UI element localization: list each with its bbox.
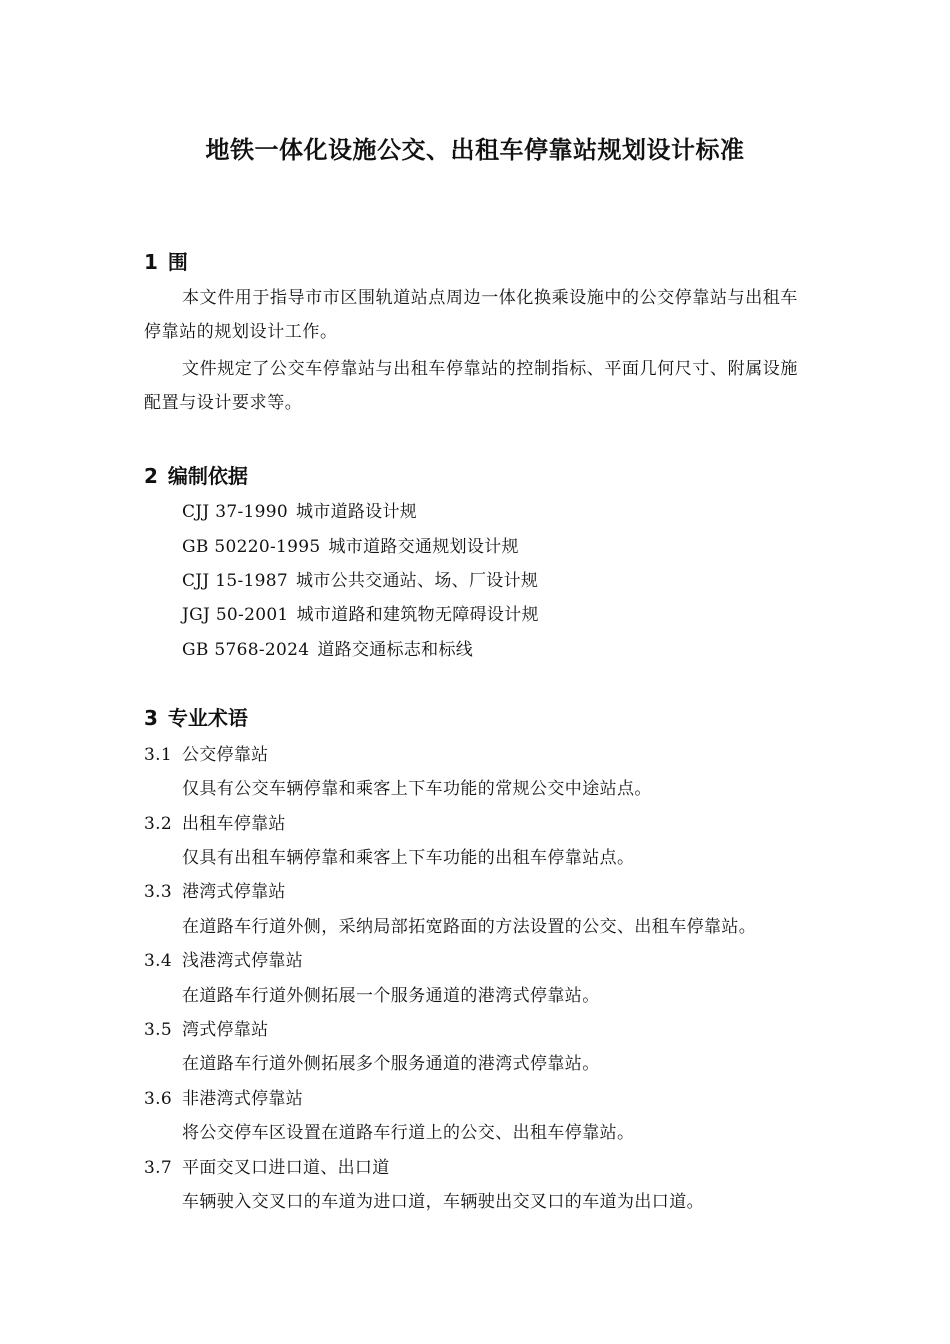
reference-name: 道路交通标志和标线 [317,640,474,660]
reference-name: 城市道路设计规 [295,502,418,522]
document-title: 地铁一体化设施公交、出租车停靠站规划设计标准 [205,136,745,164]
term-definition: 在道路车行道外侧，采纳局部拓宽路面的方法设置的公交、出租车停靠站。 [182,917,757,937]
reference-code: CJJ 37-1990 [182,502,288,522]
reference-item [182,603,539,627]
term-definition: 在道路车行道外侧拓展一个服务通道的港湾式停靠站。 [182,986,600,1006]
reference-code: GB 50220-1995 [182,537,321,557]
section-title: 专业术语 [167,706,248,730]
term-number: 3.7 [144,1158,172,1178]
term-name: 公交停靠站 [181,745,269,765]
reference-item [182,569,538,593]
term-title [144,1156,390,1180]
term-title [144,949,303,973]
term-title [144,880,286,904]
term-number: 3.1 [144,745,172,765]
reference-code: JGJ 50-2001 [182,605,289,625]
term-number: 3.3 [144,882,172,902]
term-definition: 仅具有出租车辆停靠和乘客上下车功能的出租车停靠站点。 [182,848,635,868]
reference-item [182,535,519,559]
reference-name: 城市公共交通站、场、厂设计规 [295,571,539,591]
term-number: 3.4 [144,951,172,971]
term-title [144,1087,303,1111]
section-title: 围 [167,250,188,274]
reference-code: GB 5768-2024 [182,640,310,660]
term-number: 3.5 [144,1020,172,1040]
section-number: 3 [144,706,158,730]
term-name: 平面交叉口进口道、出口道 [181,1158,390,1178]
reference-name: 城市道路交通规划设计规 [328,537,519,557]
term-number: 3.6 [144,1089,172,1109]
reference-item [182,500,417,524]
term-definition: 仅具有公交车辆停靠和乘客上下车功能的常规公交中途站点。 [182,779,652,799]
term-name: 非港湾式停靠站 [181,1089,304,1109]
section-heading [144,462,248,490]
term-definition: 将公交停车区设置在道路车行道上的公交、出租车停靠站。 [182,1123,635,1143]
term-name: 浅港湾式停靠站 [181,951,304,971]
term-name: 出租车停靠站 [181,814,286,834]
term-title [144,743,268,767]
term-name: 港湾式停靠站 [181,882,286,902]
term-title [144,1018,268,1042]
section-number: 2 [144,464,158,488]
section-heading [144,704,248,732]
reference-name: 城市道路和建筑物无障碍设计规 [296,605,539,625]
section-heading [144,248,188,276]
term-definition: 车辆驶入交叉口的车道为进口道，车辆驶出交叉口的车道为出口道。 [182,1192,704,1212]
section-title: 编制依据 [167,464,248,488]
paragraph: 文件规定了公交车停靠站与出租车停靠站的控制指标、平面几何尺寸、附属设施配置与设计要求等。 [144,359,798,413]
paragraph: 本文件用于指导市市区围轨道站点周边一体化换乘设施中的公交停靠站与出租车停靠站的规划设计工作。 [144,288,798,342]
reference-item [182,638,473,662]
term-title [144,812,286,836]
term-number: 3.2 [144,814,172,834]
reference-code: CJJ 15-1987 [182,571,288,591]
term-definition: 在道路车行道外侧拓展多个服务通道的港湾式停靠站。 [182,1054,600,1074]
section-number: 1 [144,250,158,274]
term-name: 湾式停靠站 [181,1020,269,1040]
